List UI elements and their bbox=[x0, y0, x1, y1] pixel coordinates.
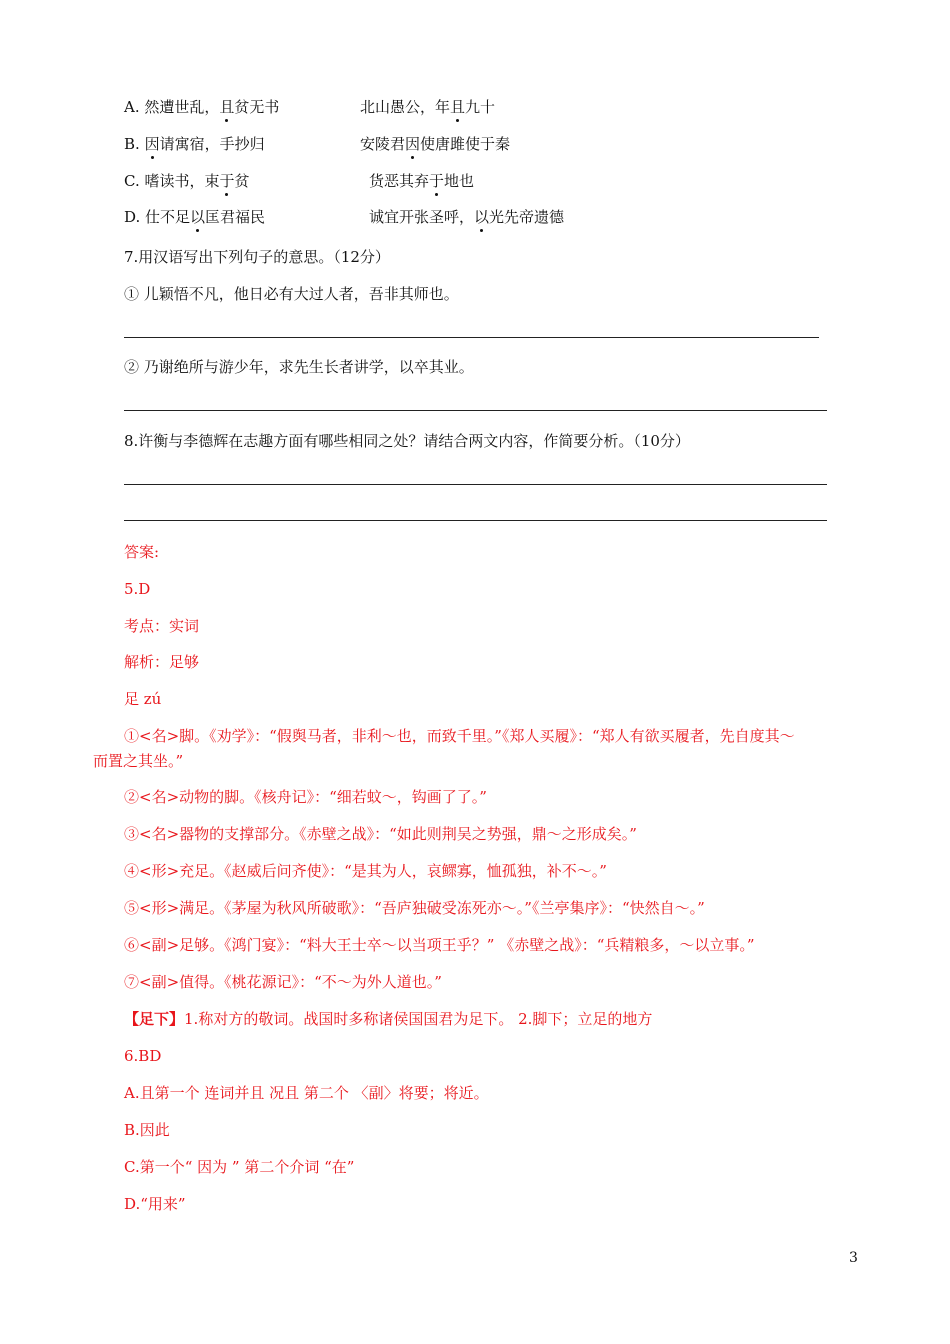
question-7-title: 7.用汉语写出下列句子的意思。（12分） bbox=[124, 248, 390, 266]
answer-zu-pinyin: 足 zú bbox=[124, 690, 162, 708]
definition-7: ⑦<副>值得。《桃花源记》：“不～为外人道也。” bbox=[124, 973, 442, 991]
definition-6: ⑥<副>足够。《鸿门宴》：“料大王士卒～以当项王乎？” 《赤壁之战》：“兵精粮多，～以立事。” bbox=[124, 936, 755, 954]
option-b-compare: 安陵君因使唐雎使于秦 bbox=[360, 135, 511, 153]
zuxia-entry bbox=[124, 1009, 652, 1029]
definition-2: ②<名>动物的脚。《核舟记》：“细若蚊～，钩画了了。” bbox=[124, 788, 487, 806]
answer-6-d: D.“用来” bbox=[124, 1195, 186, 1213]
option-b: B. 因请寓宿，手抄归 bbox=[124, 135, 265, 153]
option-a-compare: 北山愚公，年且九十 bbox=[360, 98, 496, 116]
definition-3: ③<名>器物的支撑部分。《赤壁之战》：“如此则荆吴之势强，鼎～之形成矣。” bbox=[124, 825, 637, 843]
question-8-title: 8.许衡与李德辉在志趣方面有哪些相同之处？请结合两文内容，作简要分析。（10分） bbox=[124, 432, 690, 450]
definition-1: ①<名>脚。《劝学》：“假舆马者，非利～也，而致千里。”《郑人买履》：“郑人有欲买履者，先自度其～ bbox=[124, 727, 795, 745]
answer-6-c: C.第一个“ 因为 ” 第二个介词 “在” bbox=[124, 1158, 355, 1176]
definition-5: ⑤<形>满足。《茅屋为秋风所破歌》：“吾庐独破受冻死亦～。”《兰亭集序》：“快然自～。” bbox=[124, 899, 705, 917]
answer-line-3 bbox=[124, 484, 827, 485]
option-d: D. 仕不足以匡君福民 bbox=[124, 208, 266, 226]
answer-heading: 答案: bbox=[124, 543, 160, 561]
answer-6-a: A.且第一个 连词并且 况且 第二个 〈副〉将要；将近。 bbox=[124, 1084, 489, 1102]
zuxia-label: 【足下】 bbox=[124, 1010, 185, 1028]
answer-line-2 bbox=[124, 410, 827, 411]
answer-kaodian: 考点：实词 bbox=[124, 617, 200, 635]
zuxia-text: 1.称对方的敬词。战国时多称诸侯国国君为足下。 2.脚下；立足的地方 bbox=[184, 1010, 653, 1028]
answer-line-1 bbox=[124, 337, 819, 338]
answer-line-4 bbox=[124, 520, 827, 521]
option-a: A. 然遭世乱，且贫无书 bbox=[124, 98, 280, 116]
definition-1-continued: 而置之其坐。” bbox=[93, 752, 184, 770]
option-c: C. 嗜读书，束于贫 bbox=[124, 172, 250, 190]
answer-5: 5.D bbox=[124, 580, 151, 598]
question-7-sentence-2: ② 乃谢绝所与游少年，求先生长者讲学，以卒其业。 bbox=[124, 358, 474, 376]
option-d-compare: 诚宜开张圣呼，以光先帝遗德 bbox=[369, 208, 565, 226]
question-7-sentence-1: ① 儿颖悟不凡，他日必有大过人者，吾非其师也。 bbox=[124, 285, 459, 303]
page-number: 3 bbox=[849, 1250, 858, 1266]
definition-4: ④<形>充足。《赵威后问齐使》：“是其为人，哀鳏寡，恤孤独，补不～。” bbox=[124, 862, 607, 880]
option-c-compare: 货恶其弃于地也 bbox=[369, 172, 475, 190]
answer-6: 6.BD bbox=[124, 1047, 162, 1065]
answer-jiexi: 解析：足够 bbox=[124, 653, 200, 671]
answer-6-b: B.因此 bbox=[124, 1121, 170, 1139]
